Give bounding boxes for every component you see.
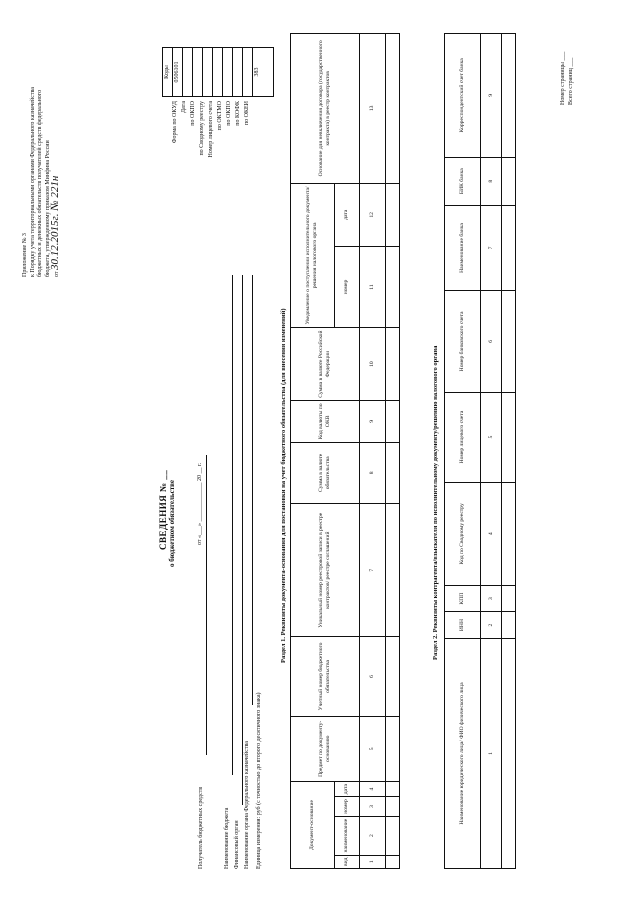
form-subtitle: о бюджетном обязательстве: [168, 479, 176, 567]
approval-handwritten-date: 30.12.2015г. № 221н: [49, 175, 61, 270]
s2-num-4: 4: [481, 482, 502, 585]
table-cell: [386, 504, 400, 637]
table-cell: [502, 612, 516, 639]
table-cell: [502, 34, 516, 158]
field-fin-organ-line: [242, 275, 243, 805]
table-cell: [386, 401, 400, 442]
label-account: Номер лицевого счета: [208, 101, 214, 158]
section2-number-row: [481, 34, 502, 869]
form-date-line: от «___» _____________ 20 __ г.: [197, 462, 203, 545]
s2-num-5: 5: [481, 392, 502, 482]
table-cell: [502, 291, 516, 392]
approval-line-3: бюджетных и денежных обязательств получателей средств федерального: [37, 89, 43, 277]
field-budget-line: [232, 275, 233, 775]
s1-h-unique-no: Уникальный номер реестровой записи в реестре контрактов/ реестре соглашений: [291, 504, 360, 637]
table-cell: [386, 782, 400, 797]
s1-num-4: 4: [360, 782, 386, 797]
field-fk-organ-label: Наименование органа Федерального казначейства: [244, 741, 250, 869]
table-cell: [502, 638, 516, 868]
approval-line-4: бюджета, утвержденному приказом Минфина России: [44, 140, 51, 277]
s1-h-type: вид: [334, 855, 360, 868]
s2-h-corr: Корреспондентский счет банка: [445, 34, 481, 158]
approval-date-prefix: от: [54, 271, 60, 277]
label-okpo-2: по ОКПО: [226, 101, 232, 126]
section1-number-row: [360, 34, 386, 869]
s1-h-sum-currency: Сумма в валюте обязательства: [291, 442, 360, 504]
s1-h-name: наименование: [334, 816, 360, 855]
section1-title: Раздел 1. Реквизиты документа-основания для постановки на учет бюджетного обязательства (для внесения изменений): [280, 308, 287, 663]
approval-line-1: Приложение № 3: [22, 233, 28, 277]
table-cell: [386, 328, 400, 401]
s1-num-12: 12: [360, 183, 386, 246]
section2-title: Раздел 2. Реквизиты контрагента/взыскателя по исполнительному документу/решению налогового органа: [432, 345, 439, 660]
table-cell: [386, 34, 400, 184]
code-date: [183, 48, 193, 96]
s1-num-11: 11: [360, 246, 386, 327]
field-recipient-label: Получатель бюджетных средств: [198, 786, 204, 869]
codes-box: [162, 47, 274, 97]
s1-num-5: 5: [360, 716, 386, 781]
s2-h-inn: ИНН: [445, 612, 481, 639]
field-unit-label: Единица измерения: руб (с точностью до второго десятичного знака): [256, 692, 262, 869]
label-date: Дата: [181, 101, 187, 113]
field-fk-organ-line: [252, 275, 253, 705]
section2-table: [444, 33, 516, 869]
code-okei: 383: [254, 67, 260, 77]
label-svod: по Сводному реестру: [199, 101, 205, 156]
label-okpo: по ОКПО: [190, 101, 196, 126]
section1-header-row-1: [291, 34, 335, 869]
s1-num-13: 13: [360, 34, 386, 184]
code-okpo-2: [233, 48, 243, 96]
code-svod: [203, 48, 213, 96]
table-cell: [386, 442, 400, 504]
s2-num-1: 1: [481, 638, 502, 868]
table-cell: [386, 716, 400, 781]
section1-table: [290, 33, 400, 869]
s2-h-ls: Номер лицевого счета: [445, 392, 481, 482]
table-cell: [502, 585, 516, 611]
table-cell: [502, 205, 516, 290]
s1-h-currency-code: Код валюты по ОКВ: [291, 401, 360, 442]
approval-line-2: к Порядку учета территориальными органами Федерального казначейства: [29, 87, 36, 277]
s2-num-8: 8: [481, 157, 502, 205]
s1-h-doc-basis: Документ-основание: [291, 782, 335, 869]
s1-num-9: 9: [360, 401, 386, 442]
label-okei: по ОКЕИ: [244, 101, 250, 126]
s2-h-bik: БИК банка: [445, 157, 481, 205]
s2-num-9: 9: [481, 34, 502, 158]
s1-h-notice-number: номер: [334, 246, 360, 327]
code-kofk: [243, 48, 253, 96]
code-oktmo: [223, 48, 233, 96]
codes-header: Коды: [163, 48, 173, 96]
s1-num-2: 2: [360, 816, 386, 855]
label-okud: Форма по ОКУД: [172, 101, 178, 144]
s1-num-7: 7: [360, 504, 386, 637]
s2-h-bank-name: Наименование банка: [445, 205, 481, 290]
code-okpo: [193, 48, 203, 96]
section2-empty-row: [502, 34, 516, 869]
s1-h-date: дата: [334, 782, 360, 797]
s2-num-2: 2: [481, 612, 502, 639]
s1-num-6: 6: [360, 637, 386, 716]
table-cell: [386, 797, 400, 817]
s1-num-3: 3: [360, 797, 386, 817]
footer-page-number: Номер страницы ___: [560, 51, 566, 105]
s2-h-kpp: КПП: [445, 585, 481, 611]
table-cell: [386, 246, 400, 327]
approval-block: [22, 7, 62, 277]
s2-num-3: 3: [481, 585, 502, 611]
section1-empty-row: [386, 34, 400, 869]
s1-h-notice: Уведомление о поступлении исполнительного документа/ решения налогового органа: [291, 183, 335, 327]
table-cell: [386, 183, 400, 246]
field-fin-organ-label: Финансовый орган: [234, 820, 240, 869]
approval-date-line: [49, 7, 62, 277]
label-kofk: по КОФК: [235, 101, 241, 126]
section2-header-row: [445, 34, 481, 869]
s2-num-7: 7: [481, 205, 502, 290]
table-cell: [386, 855, 400, 868]
table-cell: [386, 816, 400, 855]
field-recipient-line: [206, 455, 207, 755]
table-cell: [502, 482, 516, 585]
s1-h-sum-rub: Сумма в валюте Российской Федерации: [291, 328, 360, 401]
table-cell: [386, 637, 400, 716]
s2-num-6: 6: [481, 291, 502, 392]
s2-h-bank-acc: Номер банковского счета: [445, 291, 481, 392]
code-account: [213, 48, 223, 96]
s1-h-reason: Основание для невключения договора (государственного контракта) в реестр контрактов: [291, 34, 360, 184]
table-cell: [502, 157, 516, 205]
label-oktmo: по ОКТМО: [217, 101, 223, 131]
form-title: СВЕДЕНИЯ № __: [158, 469, 168, 550]
s2-h-name: Наименование юридического лица/ ФИО физического лица: [445, 638, 481, 868]
table-cell: [502, 392, 516, 482]
code-okud: 0506101: [173, 48, 183, 96]
s1-h-notice-date: дата: [334, 183, 360, 246]
s2-h-svod: Код по Сводному реестру: [445, 482, 481, 585]
s1-num-1: 1: [360, 855, 386, 868]
s1-h-number: номер: [334, 797, 360, 817]
field-budget-label: Наименование бюджета: [224, 807, 230, 869]
s1-h-account-no: Учетный номер бюджетного обязательства: [291, 637, 360, 716]
s1-num-8: 8: [360, 442, 386, 504]
footer-pages-total: Всего страниц ___: [568, 57, 574, 105]
s1-h-subject: Предмет по документу-основанию: [291, 716, 360, 781]
s1-num-10: 10: [360, 328, 386, 401]
